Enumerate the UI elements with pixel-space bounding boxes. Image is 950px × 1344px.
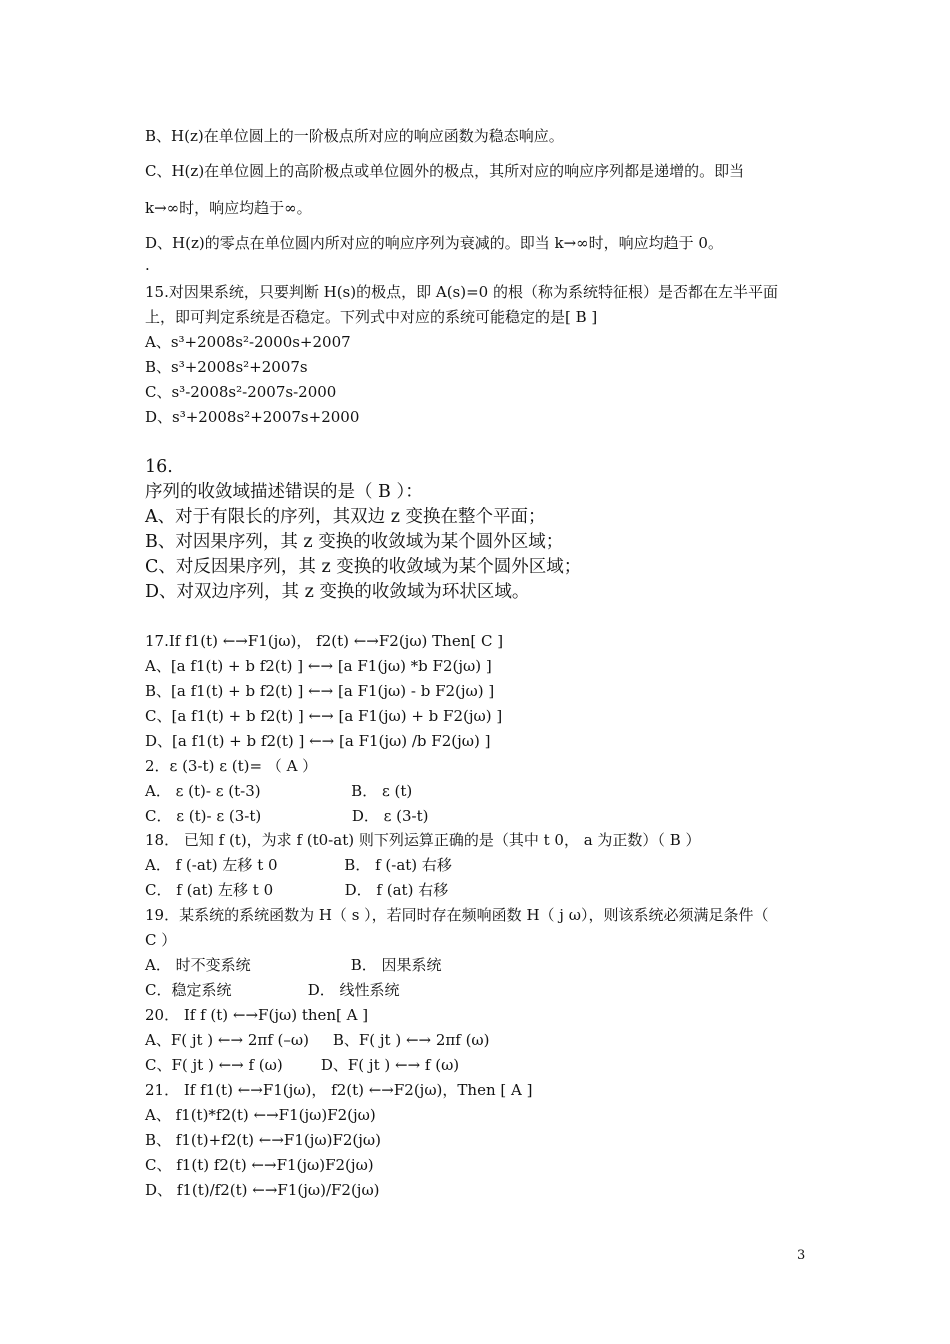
q14-option-d: D、H(z)的零点在单位圆内所对应的响应序列为衰减的。即当 k→∞时，响应均趋于 0。 bbox=[145, 234, 723, 252]
q16-number: 16. bbox=[145, 457, 173, 477]
stray-dot: . bbox=[145, 256, 150, 274]
q20-options-cd: C、F( jt ) ←→ f (ω) D、F( jt ) ←→ f (ω) bbox=[145, 1056, 460, 1074]
q16-option-c: C、对反因果序列，其 z 变换的收敛域为某个圆外区域； bbox=[145, 557, 582, 577]
q20-stem: 20． If f (t) ←→F(jω) then[ A ] bbox=[145, 1006, 369, 1024]
page-number: 3 bbox=[797, 1248, 806, 1263]
q15-option-c: C、s³-2008s²-2007s-2000 bbox=[145, 383, 337, 401]
q15-stem-line1: 15.对因果系统，只要判断 H(s)的极点，即 A(s)=0 的根（称为系统特征根）是否都在左半平面 bbox=[145, 283, 778, 301]
q2-options-ab: A． ε (t)- ε (t-3) B． ε (t) bbox=[145, 782, 413, 800]
q15-stem-line2: 上，即可判定系统是否稳定。下列式中对应的系统可能稳定的是[ B ] bbox=[145, 308, 598, 326]
q15-option-b: B、s³+2008s²+2007s bbox=[145, 358, 308, 376]
q19-stem-line1: 19．某系统的系统函数为 H（ s ），若同时存在频响函数 H（ j ω），则该系统必须满足条件（ bbox=[145, 906, 769, 924]
q21-option-c: C、 f1(t) f2(t) ←→F1(jω)F2(jω) bbox=[145, 1156, 374, 1174]
q14-option-b: B、H(z)在单位圆上的一阶极点所对应的响应函数为稳态响应。 bbox=[145, 127, 564, 145]
q17-option-a: A、[a f1(t) + b f2(t) ] ←→ [a F1(jω) *b F2(jω) ] bbox=[145, 657, 492, 675]
q17-option-b: B、[a f1(t) + b f2(t) ] ←→ [a F1(jω) - b F2(jω) ] bbox=[145, 682, 495, 700]
q17-option-d: D、[a f1(t) + b f2(t) ] ←→ [a F1(jω) /b F2(jω) ] bbox=[145, 732, 491, 750]
q19-options-ab: A． 时不变系统 B． 因果系统 bbox=[145, 956, 442, 974]
q16-stem: 序列的收敛域描述错误的是（ B ）： bbox=[145, 482, 423, 502]
q18-stem: 18． 已知 f (t)，为求 f (t0-at) 则下列运算正确的是（其中 t 0， a 为正数）（ B ） bbox=[145, 831, 701, 849]
q17-stem: 17.If f1(t) ←→F1(jω)， f2(t) ←→F2(jω) Then[ C ] bbox=[145, 632, 504, 650]
q21-stem: 21． If f1(t) ←→F1(jω)， f2(t) ←→F2(jω)，Then [ A ] bbox=[145, 1081, 533, 1099]
q18-options-ab: A． f (-at) 左移 t 0 B． f (-at) 右移 bbox=[145, 856, 452, 874]
q15-option-d: D、s³+2008s²+2007s+2000 bbox=[145, 408, 360, 426]
q16-option-a: A、对于有限长的序列，其双边 z 变换在整个平面； bbox=[145, 507, 546, 527]
q16-option-b: B、对因果序列，其 z 变换的收敛域为某个圆外区域； bbox=[145, 532, 564, 552]
q2-stem: 2．ε (3-t) ε (t)= （ A ） bbox=[145, 757, 318, 775]
q14-option-c-line1: C、H(z)在单位圆上的高阶极点或单位圆外的极点，其所对应的响应序列都是递增的。即当 bbox=[145, 162, 745, 180]
q2-options-cd: C． ε (t)- ε (3-t) D． ε (3-t) bbox=[145, 807, 429, 825]
q16-option-d: D、对双边序列，其 z 变换的收敛域为环状区域。 bbox=[145, 582, 530, 602]
q19-stem-line2: C ） bbox=[145, 931, 177, 949]
q21-option-d: D、 f1(t)/f2(t) ←→F1(jω)/F2(jω) bbox=[145, 1181, 380, 1199]
q20-options-ab: A、F( jt ) ←→ 2πf (–ω) B、F( jt ) ←→ 2πf (ω) bbox=[145, 1031, 490, 1049]
q14-option-c-line2: k→∞时，响应均趋于∞。 bbox=[145, 199, 312, 217]
q15-option-a: A、s³+2008s²-2000s+2007 bbox=[145, 333, 351, 351]
q21-option-a: A、 f1(t)*f2(t) ←→F1(jω)F2(jω) bbox=[145, 1106, 376, 1124]
q18-options-cd: C． f (at) 左移 t 0 D． f (at) 右移 bbox=[145, 881, 449, 899]
q17-option-c: C、[a f1(t) + b f2(t) ] ←→ [a F1(jω) + b F2(jω) ] bbox=[145, 707, 503, 725]
q21-option-b: B、 f1(t)+f2(t) ←→F1(jω)F2(jω) bbox=[145, 1131, 381, 1149]
q19-options-cd: C．稳定系统 D． 线性系统 bbox=[145, 981, 400, 999]
